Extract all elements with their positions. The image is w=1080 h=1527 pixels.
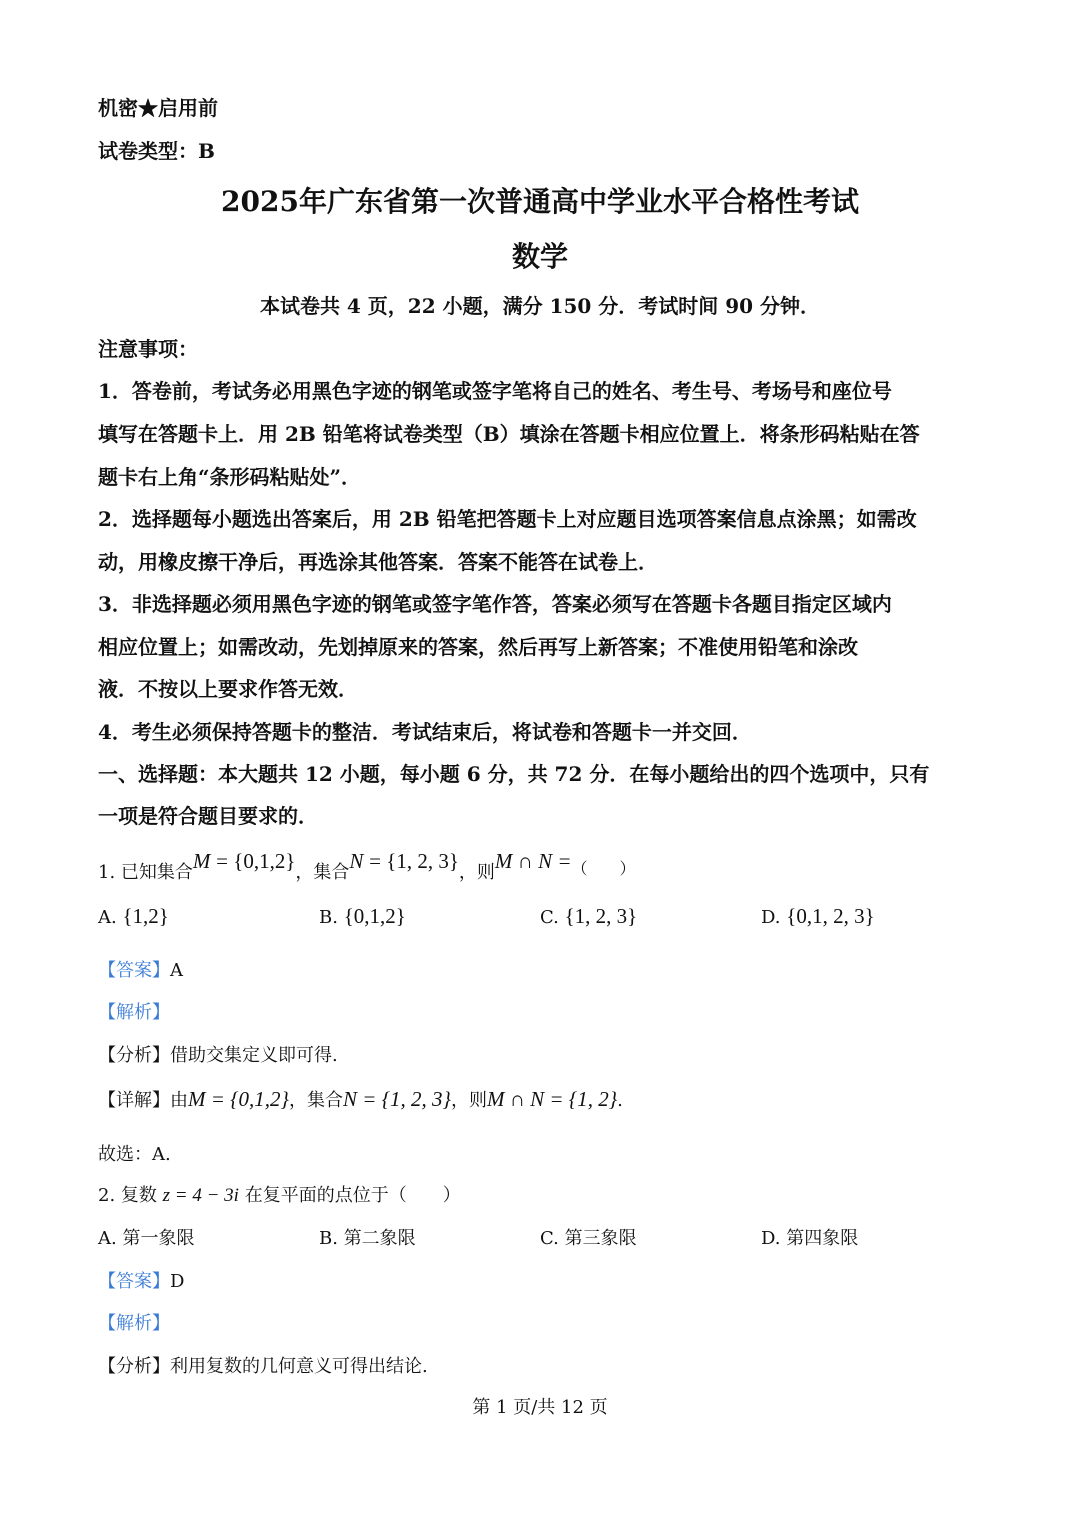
paper-type-label: 试卷类型：B (98, 139, 215, 163)
option-label: B. (319, 1228, 338, 1249)
detail-end: . (617, 1090, 623, 1111)
option-value: 第三象限 (564, 1228, 637, 1249)
fenxi-text: 借助交集定义即可得. (170, 1045, 338, 1066)
confidential-label: 机密★启用前 (98, 96, 218, 120)
option-value: {1, 2, 3} (564, 904, 638, 928)
option-value: {1,2} (122, 904, 169, 928)
detail-pre: 由 (170, 1090, 188, 1111)
question-1-stem (98, 848, 636, 883)
q2-answer (98, 1267, 184, 1293)
section-heading: 一、选择题：本大题共 12 小题，每小题 6 分，共 72 分．在每小题给出的四个选项中，只有 (98, 762, 930, 786)
q1-analysis-tag: 【解析】 (98, 1002, 170, 1023)
q2-option-a (98, 1224, 194, 1250)
option-value: 第四象限 (786, 1228, 859, 1249)
option-label: B. (319, 907, 338, 928)
subject-title: 数学 (511, 240, 568, 273)
q1-prefix: 1. 已知集合 (98, 862, 193, 883)
q2-option-c (540, 1224, 637, 1250)
option-label: A. (98, 907, 117, 928)
detail-then: ，则 (450, 1090, 487, 1111)
notice-line: 1．答卷前，考试务必用黑色字迹的钢笔或签字笔将自己的姓名、考生号、考场号和座位号 (98, 379, 892, 403)
option-label: A. (98, 1228, 117, 1249)
detail-mid: ，集合 (288, 1090, 343, 1111)
exam-info: 本试卷共 4 页，22 小题，满分 150 分．考试时间 90 分钟． (259, 294, 821, 318)
q2-prefix: 2. 复数 (98, 1185, 157, 1206)
section-heading-cont: 一项是符合题目要求的． (98, 804, 318, 828)
q1-n-variable: N (349, 849, 364, 873)
option-value: {0,1,2} (343, 904, 406, 928)
notice-heading: 注意事项： (98, 337, 198, 361)
detail-m-set: M = {0,1,2} (188, 1087, 289, 1111)
q2-option-d (761, 1224, 858, 1250)
q2-analysis-tag: 【解析】 (98, 1313, 170, 1334)
q1-choose: 故选：A. (98, 1144, 171, 1165)
option-label: C. (540, 1228, 559, 1249)
option-label: C. (540, 907, 559, 928)
notice-line: 2．选择题每小题选出答案后，用 2B 铅笔把答题卡上对应题目选项答案信息点涂黑；如需改 (98, 507, 917, 531)
page-footer: 第 1 页/共 12 页 (472, 1397, 608, 1418)
answer-value: A (170, 960, 183, 981)
notice-line: 题卡右上角“条形码粘贴处”． (98, 465, 362, 489)
option-label: D. (761, 907, 781, 928)
q1-m-variable: M (192, 849, 211, 873)
detail-n-set: N = {1, 2, 3} (342, 1087, 451, 1111)
option-value: 第一象限 (122, 1228, 195, 1249)
fenxi-tag: 【分析】 (98, 1045, 170, 1066)
exam-title: 2025年广东省第一次普通高中学业水平合格性考试 (221, 185, 859, 218)
notice-line: 液．不按以上要求作答无效． (98, 677, 358, 701)
option-value: 第二象限 (343, 1228, 416, 1249)
notice-line: 3．非选择题必须用黑色字迹的钢笔或签字笔作答，答案必须写在答题卡各题目指定区域内 (98, 592, 892, 616)
fenxi-text: 利用复数的几何意义可得出结论. (170, 1356, 428, 1377)
fenxi-tag: 【分析】 (98, 1356, 170, 1377)
q1-option-a (98, 904, 169, 929)
q2-fenxi (98, 1352, 428, 1378)
notice-line: 4．考生必须保持答题卡的整洁．考试结束后，将试卷和答题卡一并交回． (98, 720, 752, 744)
answer-value: D (170, 1271, 185, 1292)
q1-answer-paren: （ ） (571, 859, 636, 878)
q1-then-text: ，则 (458, 862, 495, 883)
q2-suffix: 在复平面的点位于（ ） (244, 1185, 461, 1206)
q1-m-set: = {0,1,2} (216, 849, 296, 873)
option-label: D. (761, 1228, 781, 1249)
q1-option-c (540, 904, 637, 929)
option-value: {0,1, 2, 3} (786, 904, 875, 928)
q1-option-b (319, 904, 406, 929)
q2-expr: z = 4 − 3i (162, 1185, 239, 1206)
answer-tag: 【答案】 (98, 1271, 170, 1292)
detail-tag: 【详解】 (98, 1090, 170, 1111)
q1-answer (98, 956, 183, 982)
notice-line: 动，用橡皮擦干净后，再选涂其他答案．答案不能答在试卷上． (98, 550, 658, 574)
detail-result: M ∩ N = {1, 2} (486, 1087, 618, 1111)
q2-option-b (319, 1224, 416, 1250)
notice-line: 填写在答题卡上．用 2B 铅笔将试卷类型（B）填涂在答题卡相应位置上．将条形码粘贴在答 (98, 422, 920, 446)
q1-detail (98, 1086, 623, 1112)
q1-n-set: = {1, 2, 3} (369, 849, 459, 873)
q1-fenxi (98, 1041, 338, 1067)
q1-option-d (761, 904, 875, 929)
answer-tag: 【答案】 (98, 960, 170, 981)
question-2-stem (98, 1181, 461, 1207)
q1-intersection-expr: M ∩ N = (494, 849, 572, 873)
q1-mid-text: ，集合 (295, 862, 350, 883)
notice-line: 相应位置上；如需改动，先划掉原来的答案，然后再写上新答案；不准使用铅笔和涂改 (98, 635, 858, 659)
